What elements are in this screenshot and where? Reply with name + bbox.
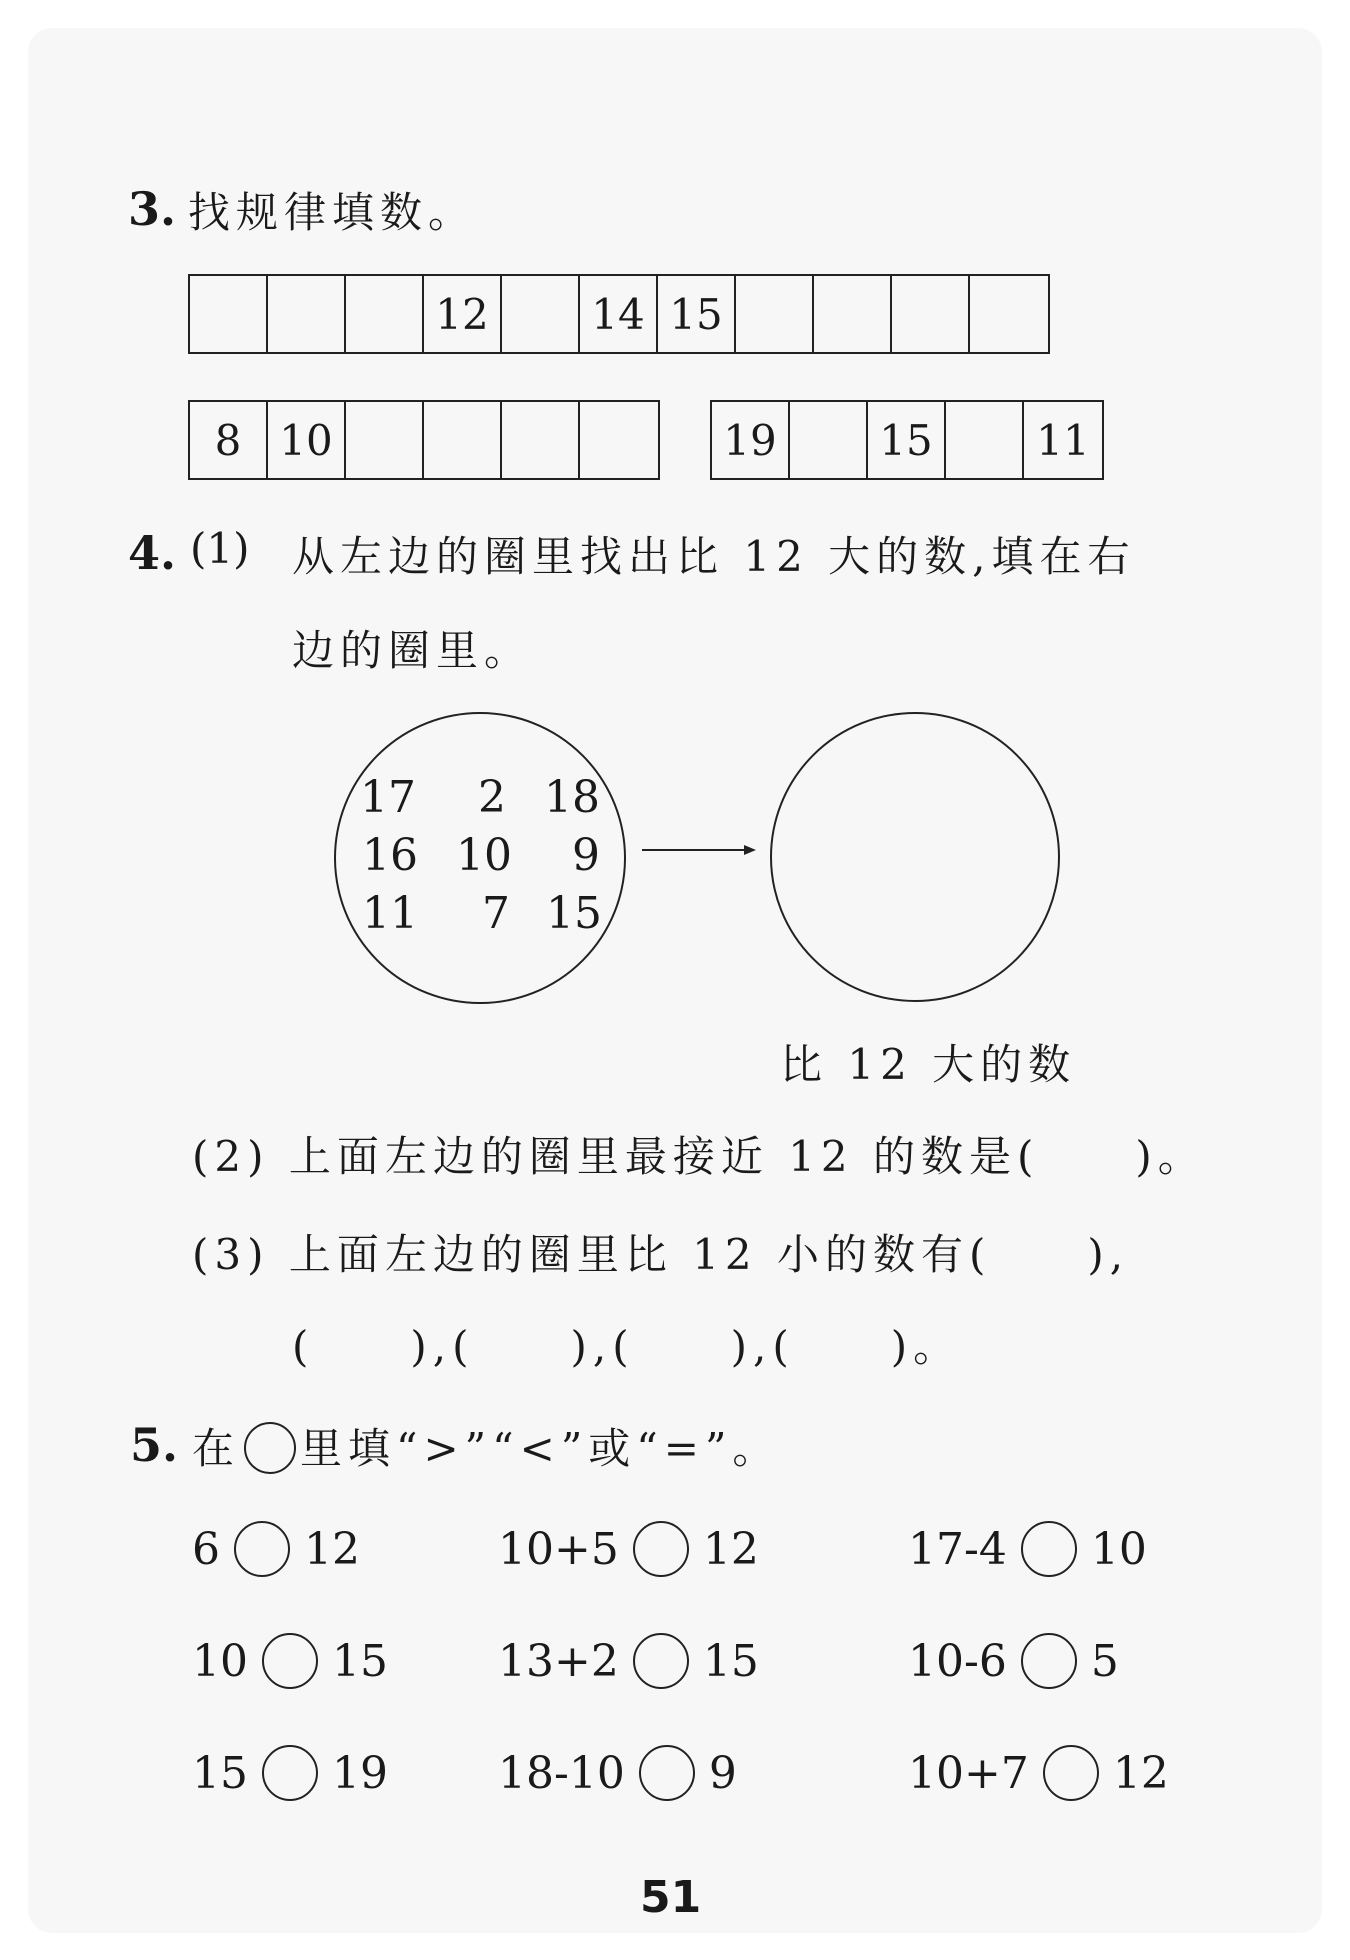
compare-item — [908, 1748, 1169, 1805]
compare-right: 12 — [702, 1524, 759, 1575]
q5-number: 5. — [130, 1418, 179, 1472]
arrow-right-icon — [640, 840, 760, 860]
q4-number: 4. — [128, 526, 177, 580]
compare-right: 19 — [332, 1748, 388, 1799]
q3-r2a-cell: 8 — [190, 402, 268, 478]
q3-r1-cell[interactable] — [814, 276, 892, 352]
q3-r1-cell: 12 — [424, 276, 502, 352]
compare-circle[interactable] — [234, 1521, 290, 1577]
compare-item — [498, 1524, 759, 1581]
q3-r2a-cell: 10 — [268, 402, 346, 478]
compare-right: 5 — [1090, 1636, 1119, 1687]
compare-item — [498, 1636, 759, 1693]
q3-r2a-cell[interactable] — [346, 402, 424, 478]
compare-circle[interactable] — [262, 1633, 318, 1689]
right-circle-caption: 比 12 大的数 — [780, 1040, 1077, 1089]
q3-title: 找规律填数。 — [188, 188, 477, 237]
circle-number: 15 — [546, 888, 602, 939]
q4-p3-text-line2: ( ),( ),( ),( )。 — [292, 1322, 962, 1371]
compare-left: 10+7 — [908, 1748, 1029, 1799]
compare-right: 10 — [1090, 1524, 1147, 1575]
compare-left: 15 — [192, 1748, 248, 1799]
right-answer-circle[interactable] — [770, 712, 1060, 1002]
compare-circle[interactable] — [1021, 1521, 1077, 1577]
q4-p1-text-line2: 边的圈里。 — [292, 626, 533, 675]
q4-p1-label: (1) — [190, 524, 250, 573]
q3-r1-cell[interactable] — [268, 276, 346, 352]
compare-left: 10-6 — [908, 1636, 1007, 1687]
compare-left: 18-10 — [498, 1748, 625, 1799]
q5-title-pre: 在 — [192, 1424, 241, 1473]
compare-circle[interactable] — [262, 1745, 318, 1801]
q3-r1-cell[interactable] — [970, 276, 1048, 352]
compare-item — [192, 1748, 388, 1805]
q3-r1-cell[interactable] — [736, 276, 814, 352]
q3-r1-cell[interactable] — [190, 276, 268, 352]
compare-right: 12 — [304, 1524, 360, 1575]
q3-r2b-cell[interactable] — [790, 402, 868, 478]
compare-right: 9 — [708, 1748, 737, 1799]
circle-number: 16 — [362, 830, 418, 881]
q3-r2b-cell[interactable] — [946, 402, 1024, 478]
q3-r2b-cell: 11 — [1036, 415, 1090, 465]
compare-left: 13+2 — [498, 1636, 619, 1687]
q3-r1-cell[interactable] — [892, 276, 970, 352]
q3-number: 3. — [128, 182, 177, 236]
q3-r1-cell: 15 — [658, 276, 736, 352]
circle-number: 9 — [572, 830, 600, 881]
q3-sequence-row-2b — [710, 400, 1104, 480]
compare-circle[interactable] — [1043, 1745, 1099, 1801]
circle-number: 10 — [456, 830, 512, 881]
q3-r1-cell: 14 — [580, 276, 658, 352]
compare-circle[interactable] — [1021, 1633, 1077, 1689]
compare-item — [192, 1636, 388, 1693]
q3-r1-cell[interactable] — [502, 276, 580, 352]
q5-title — [192, 1416, 780, 1478]
q4-p1-text-line1: 从左边的圈里找出比 12 大的数,填在右 — [292, 532, 1136, 581]
q3-r1-cell[interactable] — [346, 276, 424, 352]
circle-number: 11 — [362, 888, 418, 939]
compare-left: 10 — [192, 1636, 248, 1687]
compare-item — [908, 1636, 1119, 1693]
page-number: 51 — [640, 1872, 702, 1923]
compare-right: 15 — [702, 1636, 759, 1687]
circle-number: 18 — [544, 772, 600, 823]
circle-number: 2 — [478, 772, 506, 823]
q3-r2a-cell[interactable] — [424, 402, 502, 478]
q3-sequence-row-1 — [188, 274, 1050, 354]
compare-item — [908, 1524, 1147, 1581]
compare-right: 15 — [332, 1636, 388, 1687]
q3-r2a-cell[interactable] — [580, 402, 658, 478]
compare-left: 17-4 — [908, 1524, 1007, 1575]
compare-circle[interactable] — [633, 1633, 689, 1689]
q3-r2b-cell: 15 — [868, 402, 946, 478]
compare-item — [192, 1524, 360, 1581]
q3-r2b-cell: 19 — [712, 402, 790, 478]
q3-r2a-cell[interactable] — [502, 402, 580, 478]
compare-circle[interactable] — [633, 1521, 689, 1577]
circle-number: 17 — [360, 772, 416, 823]
compare-item — [498, 1748, 737, 1805]
circle-number: 7 — [482, 888, 510, 939]
compare-circle[interactable] — [639, 1745, 695, 1801]
q5-title-post: 里填“>”“<”或“=”。 — [300, 1424, 781, 1473]
blank-circle-icon — [244, 1422, 296, 1474]
compare-left: 10+5 — [498, 1524, 619, 1575]
q3-sequence-row-2a — [188, 400, 660, 480]
compare-left: 6 — [192, 1524, 220, 1575]
compare-right: 12 — [1112, 1748, 1169, 1799]
q4-p2-text: (2) 上面左边的圈里最接近 12 的数是( )。 — [192, 1132, 1206, 1181]
q4-p3-text-line1: (3) 上面左边的圈里比 12 小的数有( ), — [192, 1230, 1130, 1279]
